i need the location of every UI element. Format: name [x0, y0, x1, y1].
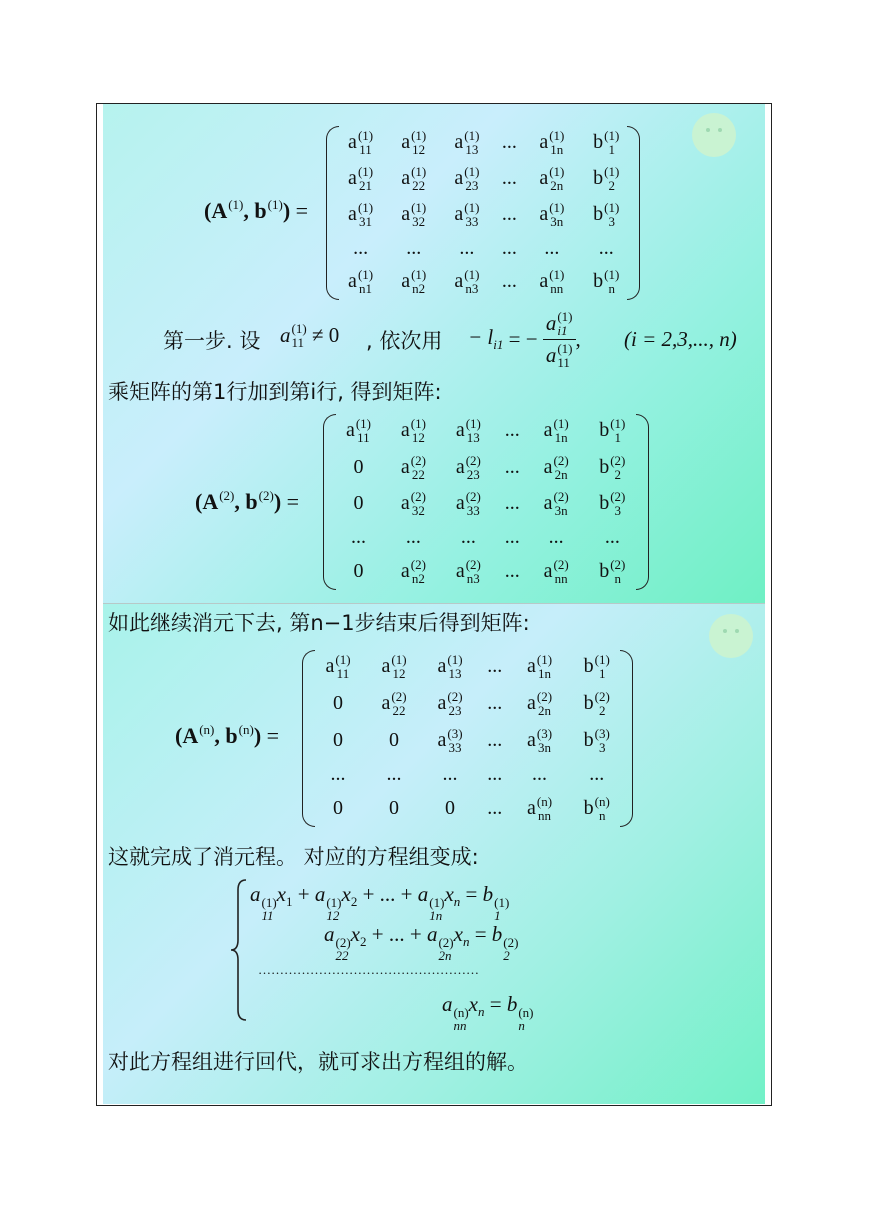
matrix-row	[334, 124, 634, 160]
matrix-cell: 0	[353, 492, 364, 515]
matrix-cell: b (1) 2	[593, 163, 620, 193]
system-equation-1: a (1) 11 $x_1 + a$ (1) 12 $x_2$ + ... + a (1) 1n $x_n = b$ (1) 1	[250, 882, 510, 923]
matrix-cell: a (1) nn	[539, 267, 565, 297]
matrix-row	[310, 759, 626, 790]
matrix-cell: a (2) 33	[455, 489, 481, 519]
matrix-cell: 0	[389, 728, 399, 751]
matrix-cell: a (1) 33	[454, 200, 480, 230]
matrix-row	[310, 722, 626, 759]
matrix-cell: ...	[350, 526, 366, 549]
system-equation-2: a (2) 22 $x_2$ + ... + a (2) 2n $x_n = b$ (2) 2	[324, 922, 519, 963]
matrix-cell: ...	[501, 130, 517, 153]
matrix-cell: a (1) 1n	[543, 415, 569, 445]
matrix-row	[334, 197, 634, 233]
matrix-cell: a (3) 3n	[526, 725, 553, 755]
matrix-cell: ...	[501, 166, 517, 189]
matrix-row	[310, 685, 626, 722]
matrix-cell: b (1) 1	[593, 127, 620, 157]
matrix-cell: a (2) n3	[455, 557, 481, 587]
matrix-cell: ...	[504, 526, 520, 549]
matrix-cell: ...	[353, 236, 369, 259]
matrix3	[310, 648, 626, 827]
step1-condition: a (1) 11 ≠ 0	[280, 321, 340, 350]
matrix-cell: ...	[532, 762, 548, 785]
matrix-cell: ...	[487, 654, 503, 677]
matrix-cell: a (1) 22	[401, 163, 427, 193]
smiley-decoration-icon	[709, 614, 753, 658]
matrix-cell: a (1) 13	[454, 127, 480, 157]
matrix-cell: a (1) n1	[348, 267, 374, 297]
matrix-cell: a (2) nn	[543, 557, 569, 587]
matrix-cell: b (1) 3	[593, 200, 620, 230]
matrix-cell: ...	[501, 203, 517, 226]
matrix2-right-bracket	[636, 414, 649, 590]
system-brace	[228, 878, 250, 1022]
matrix1	[334, 124, 634, 300]
matrix-cell: a (1) 13	[455, 415, 481, 445]
matrix3-right-bracket	[620, 650, 633, 827]
matrix-cell: b (2) 2	[583, 688, 610, 718]
matrix-row	[331, 449, 641, 486]
matrix-cell: 0	[353, 455, 364, 478]
matrix-cell: ...	[589, 762, 605, 785]
matrix-cell: a (3) 33	[437, 725, 463, 755]
matrix-cell: ...	[487, 762, 503, 785]
matrix-cell: ...	[405, 526, 421, 549]
matrix-cell: ...	[501, 236, 517, 259]
matrix-cell: a (1) 32	[401, 200, 427, 230]
matrix1-right-bracket	[627, 126, 640, 300]
matrix-cell: ...	[504, 418, 520, 441]
matrix-cell: ...	[459, 236, 475, 259]
matrix-cell: 0	[389, 797, 399, 820]
matrix-cell: ...	[487, 797, 503, 820]
matrix2-lhs: ($A^{(2)}$, $b^{(2)}$) =	[195, 488, 300, 514]
matrix-cell: ...	[598, 236, 614, 259]
matrix-cell: b (2) 2	[599, 452, 626, 482]
matrix-cell: a (n) nn	[526, 794, 553, 824]
matrix-cell: a (2) 23	[455, 452, 481, 482]
matrix-cell: ...	[504, 560, 520, 583]
matrix3-lhs: ($A^{(n)}$, $b^{(n)}$) =	[175, 722, 280, 748]
matrix-row	[310, 648, 626, 685]
matrix-cell: ...	[544, 236, 560, 259]
matrix-cell: a (1) n2	[401, 267, 427, 297]
text-line-3: 如此继续消元下去, 第n−1步结束后得到矩阵:	[108, 611, 530, 635]
matrix-cell: ...	[548, 526, 564, 549]
matrix-cell: a (2) 2n	[543, 452, 569, 482]
matrix-cell: a (1) 31	[348, 200, 374, 230]
matrix-cell: ...	[406, 236, 422, 259]
matrix-cell: ...	[504, 455, 520, 478]
matrix2	[331, 412, 641, 590]
step1-fraction: a (1) i1 a (1) 11	[543, 310, 576, 369]
matrix-cell: b (2) 3	[599, 489, 626, 519]
matrix-cell: a (2) n2	[400, 557, 426, 587]
matrix1-lhs: ($A^{(1)}$, $b^{(1)}$) =	[204, 197, 309, 223]
step1-range: (i = 2,3,..., n)	[624, 327, 737, 351]
matrix-cell: a (1) 2n	[539, 163, 565, 193]
matrix-row	[334, 233, 634, 264]
matrix-cell: ...	[487, 728, 503, 751]
matrix-cell: a (1) 21	[348, 163, 374, 193]
matrix-cell: ...	[330, 762, 346, 785]
matrix-cell: 0	[333, 728, 343, 751]
matrix-row	[334, 160, 634, 196]
smiley-decoration-icon	[692, 113, 736, 157]
matrix-row	[331, 485, 641, 522]
matrix-cell: b (1) n	[593, 267, 620, 297]
matrix-cell: b (3) 3	[583, 725, 610, 755]
matrix-cell: ...	[487, 691, 503, 714]
matrix-cell: a (1) 3n	[539, 200, 565, 230]
matrix-cell: ...	[460, 526, 476, 549]
matrix-cell: 0	[445, 797, 455, 820]
matrix-row	[331, 412, 641, 449]
text-line-2: 乘矩阵的第1行加到第i行, 得到矩阵:	[108, 380, 442, 404]
matrix-cell: a (1) 12	[401, 127, 427, 157]
matrix-cell: ...	[501, 270, 517, 293]
matrix-cell: a (1) n3	[454, 267, 480, 297]
matrix-row	[331, 553, 641, 590]
matrix-cell: 0	[333, 691, 343, 714]
matrix-cell: 0	[333, 797, 343, 820]
matrix-row	[331, 522, 641, 553]
matrix-cell: b (1) 1	[583, 651, 610, 681]
matrix-cell: a (1) 1n	[526, 651, 553, 681]
text-line-5: 对此方程组进行回代，就可求出方程组的解。	[108, 1050, 528, 1074]
matrix-cell: a (2) 23	[437, 688, 463, 718]
text-line-4: 这就完成了消元程。 对应的方程组变成:	[108, 845, 479, 869]
step1-prefix: 第一步. 设	[163, 329, 261, 353]
matrix-cell: b (n) n	[583, 794, 610, 824]
matrix-row	[334, 264, 634, 300]
matrix-cell: a (1) 11	[325, 651, 351, 681]
step1-multiplier: − $l_{i1}$ = − a (1) i1 a (1) 11 ,	[468, 309, 581, 370]
matrix-cell: a (1) 12	[400, 415, 426, 445]
matrix-cell: a (2) 32	[400, 489, 426, 519]
matrix-cell: a (1) 12	[381, 651, 407, 681]
matrix-cell: b (1) 1	[599, 415, 626, 445]
matrix-cell: ...	[386, 762, 402, 785]
matrix-cell: a (1) 23	[454, 163, 480, 193]
system-dots: ……………………………………………	[258, 962, 479, 977]
matrix-cell: a (1) 13	[437, 651, 463, 681]
matrix-cell: ...	[442, 762, 458, 785]
system-equation-3: a (n) nn $x_n = b$ (n) n	[442, 992, 534, 1033]
matrix-cell: a (2) 3n	[543, 489, 569, 519]
step1-middle: , 依次用	[366, 329, 443, 353]
matrix-cell: a (1) 11	[345, 415, 371, 445]
matrix-cell: b (2) n	[599, 557, 626, 587]
matrix-cell: a (2) 22	[400, 452, 426, 482]
matrix-cell: a (2) 22	[381, 688, 407, 718]
matrix-cell: a (1) 11	[348, 127, 374, 157]
panel-separator	[103, 603, 765, 604]
matrix-cell: a (1) 1n	[539, 127, 565, 157]
matrix-row	[310, 790, 626, 827]
matrix-cell: ...	[504, 492, 520, 515]
matrix-cell: a (2) 2n	[526, 688, 553, 718]
matrix-cell: 0	[353, 560, 364, 583]
matrix-cell: ...	[604, 526, 620, 549]
